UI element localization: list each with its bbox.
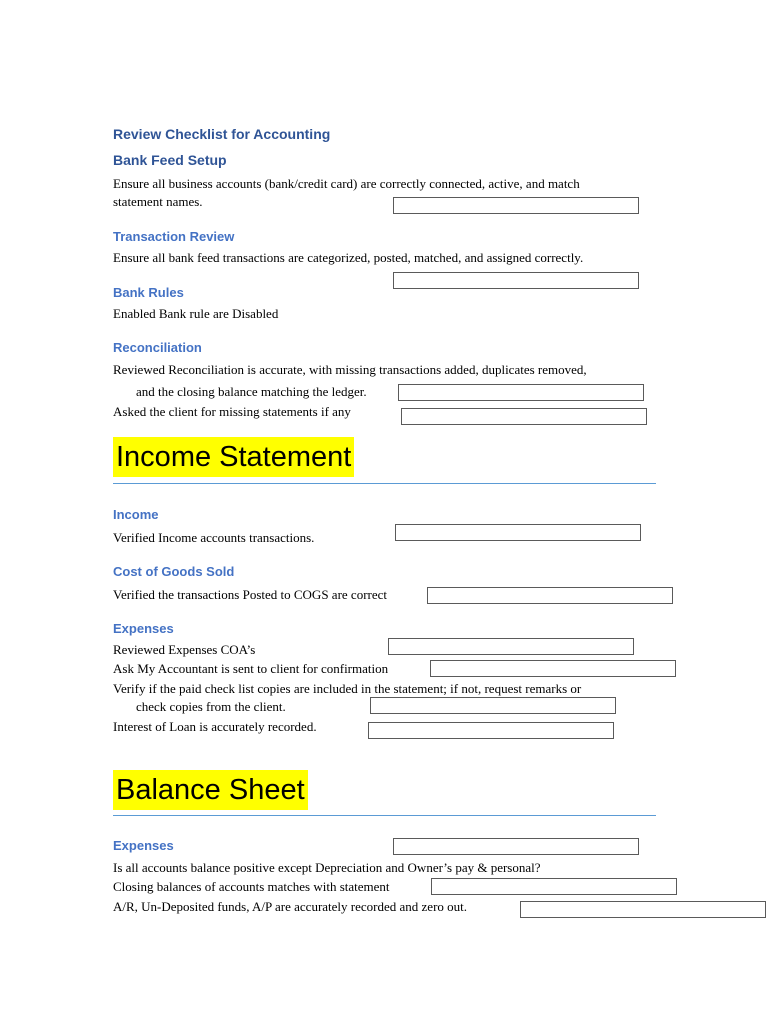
expenses-field-3[interactable]	[370, 697, 616, 714]
reconciliation-heading: Reconciliation	[113, 340, 202, 355]
expenses-text-5: Interest of Loan is accurately recorded.	[113, 719, 317, 734]
transaction-review-heading: Transaction Review	[113, 229, 235, 244]
income-text: Verified Income accounts transactions.	[113, 530, 315, 545]
reconciliation-field-1[interactable]	[398, 384, 644, 401]
bs-expenses-text-1: Is all accounts balance positive except Depreciation and Owner’s pay & personal?	[113, 860, 541, 875]
bank-rules-text: Enabled Bank rule are Disabled	[113, 306, 279, 321]
expenses-text-3: Verify if the paid check list copies are included in the statement; if not, request remarks or	[113, 681, 582, 696]
transaction-review-field[interactable]	[393, 272, 639, 289]
balance-sheet-divider	[113, 815, 656, 816]
reconciliation-field-2[interactable]	[401, 408, 647, 425]
bs-expenses-field-1[interactable]	[393, 838, 639, 855]
bs-expenses-text-2: Closing balances of accounts matches with statement	[113, 879, 390, 894]
reconciliation-text-2: and the closing balance matching the ledger.	[136, 384, 367, 399]
expenses-text-1: Reviewed Expenses COA’s	[113, 642, 256, 657]
reconciliation-text-3: Asked the client for missing statements if any	[113, 404, 351, 419]
expenses-field-4[interactable]	[368, 722, 614, 739]
bank-feed-setup-field[interactable]	[393, 197, 639, 214]
income-heading: Income	[113, 507, 159, 522]
income-statement-divider	[113, 483, 656, 484]
bs-expenses-heading: Expenses	[113, 838, 174, 853]
expenses-field-1[interactable]	[388, 638, 634, 655]
expenses-field-2[interactable]	[430, 660, 676, 677]
bank-feed-setup-heading: Bank Feed Setup	[113, 152, 227, 168]
cogs-field[interactable]	[427, 587, 673, 604]
reconciliation-text-1: Reviewed Reconciliation is accurate, with missing transactions added, duplicates removed,	[113, 362, 587, 377]
income-statement-heading: Income Statement	[113, 437, 354, 477]
cogs-text: Verified the transactions Posted to COGS are correct	[113, 587, 388, 602]
document-title: Review Checklist for Accounting	[113, 126, 331, 142]
expenses-heading: Expenses	[113, 621, 174, 636]
bank-feed-setup-text-1: Ensure all business accounts (bank/credit card) are correctly connected, active, and match	[113, 176, 580, 191]
balance-sheet-heading: Balance Sheet	[113, 770, 308, 810]
transaction-review-text: Ensure all bank feed transactions are categorized, posted, matched, and assigned correctly.	[113, 250, 584, 265]
expenses-text-2: Ask My Accountant is sent to client for confirmation	[113, 661, 389, 676]
bs-expenses-field-2[interactable]	[431, 878, 677, 895]
expenses-text-4: check copies from the client.	[136, 699, 286, 714]
bank-rules-heading: Bank Rules	[113, 285, 184, 300]
bank-feed-setup-text-2: statement names.	[113, 194, 203, 209]
cogs-heading: Cost of Goods Sold	[113, 564, 235, 579]
bs-expenses-text-3: A/R, Un-Deposited funds, A/P are accurately recorded and zero out.	[113, 899, 468, 914]
bs-expenses-field-3[interactable]	[520, 901, 766, 918]
income-field[interactable]	[395, 524, 641, 541]
